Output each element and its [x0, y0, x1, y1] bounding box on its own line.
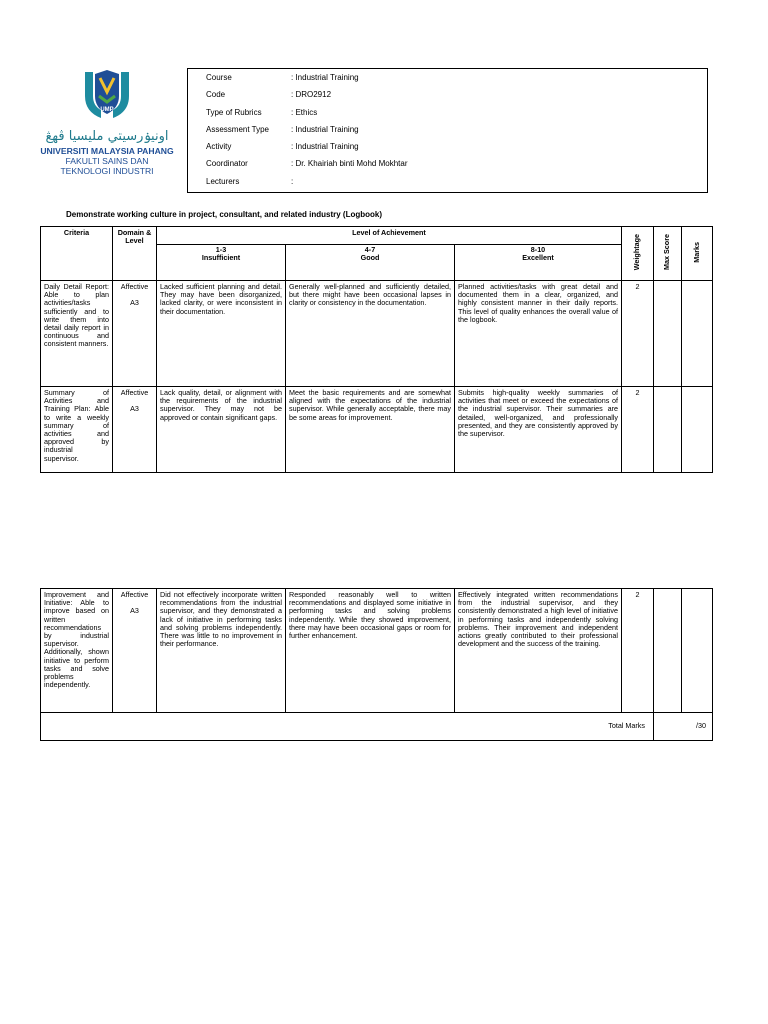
info-label: Type of Rubrics — [206, 108, 262, 117]
info-label: Course — [206, 73, 232, 82]
info-value: : Dr. Khairiah binti Mohd Mokhtar — [291, 159, 408, 168]
marks-cell — [682, 589, 713, 713]
university-name: UNIVERSITI MALAYSIA PAHANG — [40, 146, 174, 156]
good-cell: Responded reasonably well to written recommendations and displayed some initiative in performing tasks and solving problems independently. While they showed improvement, there may have been occasional gaps or room for further enhancement. — [286, 589, 455, 713]
max-score-header — [654, 227, 682, 281]
weightage-cell: 2 — [622, 589, 654, 713]
info-label: Lecturers — [206, 177, 240, 186]
domain-cell — [113, 387, 157, 473]
weightage-header — [622, 227, 654, 281]
level-range: 1-3 — [215, 245, 227, 254]
excellent-cell: Submits high-quality weekly summaries of activities that meet or exceed the expectations of the industrial supervisor. Their summaries are detailed, well-organized, and professionally presented, and they are consistently approved by the supervisor. — [455, 387, 622, 473]
excellent-cell: Planned activities/tasks with great detail and documented them in a clear, organized, and highly consistent manner in their daily reports. This level of quality enhances the overall value of the logbook. — [455, 281, 622, 387]
info-label: Code — [206, 90, 226, 99]
good-cell: Generally well-planned and sufficiently detailed, but there might have been occasional lapses in clarity or consistency in the documentation. — [286, 281, 455, 387]
domain-text: Affective — [120, 388, 149, 397]
level-name: Insufficient — [201, 253, 241, 263]
level-name: Excellent — [522, 253, 554, 263]
ump-acronym: UMP — [100, 107, 114, 113]
insufficient-cell: Did not effectively incorporate written recommendations from the industrial supervisor, and they demonstrated a lack of initiative in performing tasks and solving problems independently. There was little to no improvement in their performance. — [157, 589, 286, 713]
info-value: : Industrial Training — [291, 73, 359, 82]
marks-cell — [682, 281, 713, 387]
criteria-cell: Summary of Activities and Training Plan: Able to write a weekly summary of activities and approved by industrial supervisor. — [41, 387, 113, 473]
faculty-line-2: TEKNOLOGI INDUSTRI — [60, 166, 154, 176]
domain-text: Affective — [120, 282, 149, 291]
max-score-cell — [654, 281, 682, 387]
table-row — [41, 387, 713, 473]
marks-header-text: Marks — [691, 242, 701, 263]
total-marks-label: Total Marks — [41, 713, 654, 741]
criteria-cell: Daily Detail Report: Able to plan activities/tasks sufficiently and to write them into detail daily report in continuous and consistent manners. — [41, 281, 113, 387]
total-row — [41, 713, 713, 741]
domain-level: A3 — [130, 298, 139, 308]
marks-cell — [682, 387, 713, 473]
info-label: Coordinator — [206, 159, 248, 168]
max-score-cell — [654, 589, 682, 713]
domain-header: Domain & Level — [113, 227, 157, 281]
course-info-box — [187, 68, 708, 193]
info-label: Activity — [206, 142, 232, 151]
domain-level: A3 — [130, 606, 139, 616]
level-name: Good — [360, 253, 380, 263]
rubric-table — [40, 226, 713, 473]
domain-text: Affective — [120, 590, 149, 599]
criteria-cell: Improvement and Initiative: Able to improve based on written recommendations by industrial supervisor. Additionally, shown initiative to perform tasks and solve problems independently. — [41, 589, 113, 713]
info-value: : Industrial Training — [291, 142, 359, 151]
university-name-jawi: اونيۏرسيتي مليسيا ڤهڠ — [45, 129, 169, 144]
max-score-header-text: Max Score — [662, 234, 672, 271]
ump-emblem-icon — [81, 66, 133, 126]
info-value: : Ethics — [291, 108, 318, 117]
insufficient-cell: Lack quality, detail, or alignment with the requirements of the industrial supervisor. They may not be approved or contain significant gaps. — [157, 387, 286, 473]
domain-cell — [113, 589, 157, 713]
level-of-achievement-header: Level of Achievement — [157, 227, 622, 245]
info-label: Assessment Type — [206, 125, 269, 134]
info-value: : — [291, 177, 294, 186]
rubric-heading: Demonstrate working culture in project, consultant, and related industry (Logbook) — [66, 210, 383, 219]
level-excellent-header — [455, 245, 622, 281]
table-row — [41, 281, 713, 387]
marks-header — [682, 227, 713, 281]
level-good-header — [286, 245, 455, 281]
weightage-cell: 2 — [622, 387, 654, 473]
university-logo — [40, 66, 174, 176]
insufficient-cell: Lacked sufficient planning and detail. They may have been disorganized, lacked clarity, or were inconsistent in their documentation. — [157, 281, 286, 387]
rubric-table-continued — [40, 588, 713, 741]
level-insufficient-header — [157, 245, 286, 281]
domain-cell — [113, 281, 157, 387]
criteria-header: Criteria — [41, 227, 113, 281]
header-row — [41, 227, 713, 245]
weightage-header-text: Weightage — [632, 234, 642, 271]
info-value: : Industrial Training — [291, 125, 359, 134]
table-row — [41, 589, 713, 713]
faculty-line-1: FAKULTI SAINS DAN — [65, 156, 149, 166]
info-value: : DRO2912 — [291, 90, 332, 99]
good-cell: Meet the basic requirements and are somewhat aligned with the expectations of the industrial supervisor. While generally acceptable, there may be some areas for improvement. — [286, 387, 455, 473]
total-marks-value: /30 — [654, 713, 713, 741]
level-range: 8-10 — [530, 245, 546, 254]
weightage-cell: 2 — [622, 281, 654, 387]
level-range: 4-7 — [364, 245, 376, 254]
max-score-cell — [654, 387, 682, 473]
domain-level: A3 — [130, 404, 139, 414]
excellent-cell: Effectively integrated written recommendations from the industrial supervisor, and they consistently demonstrated a high level of initiative in performing tasks and independently solving problems. Their improvement and independent actions greatly contributed to their professional development and the success of the training. — [455, 589, 622, 713]
